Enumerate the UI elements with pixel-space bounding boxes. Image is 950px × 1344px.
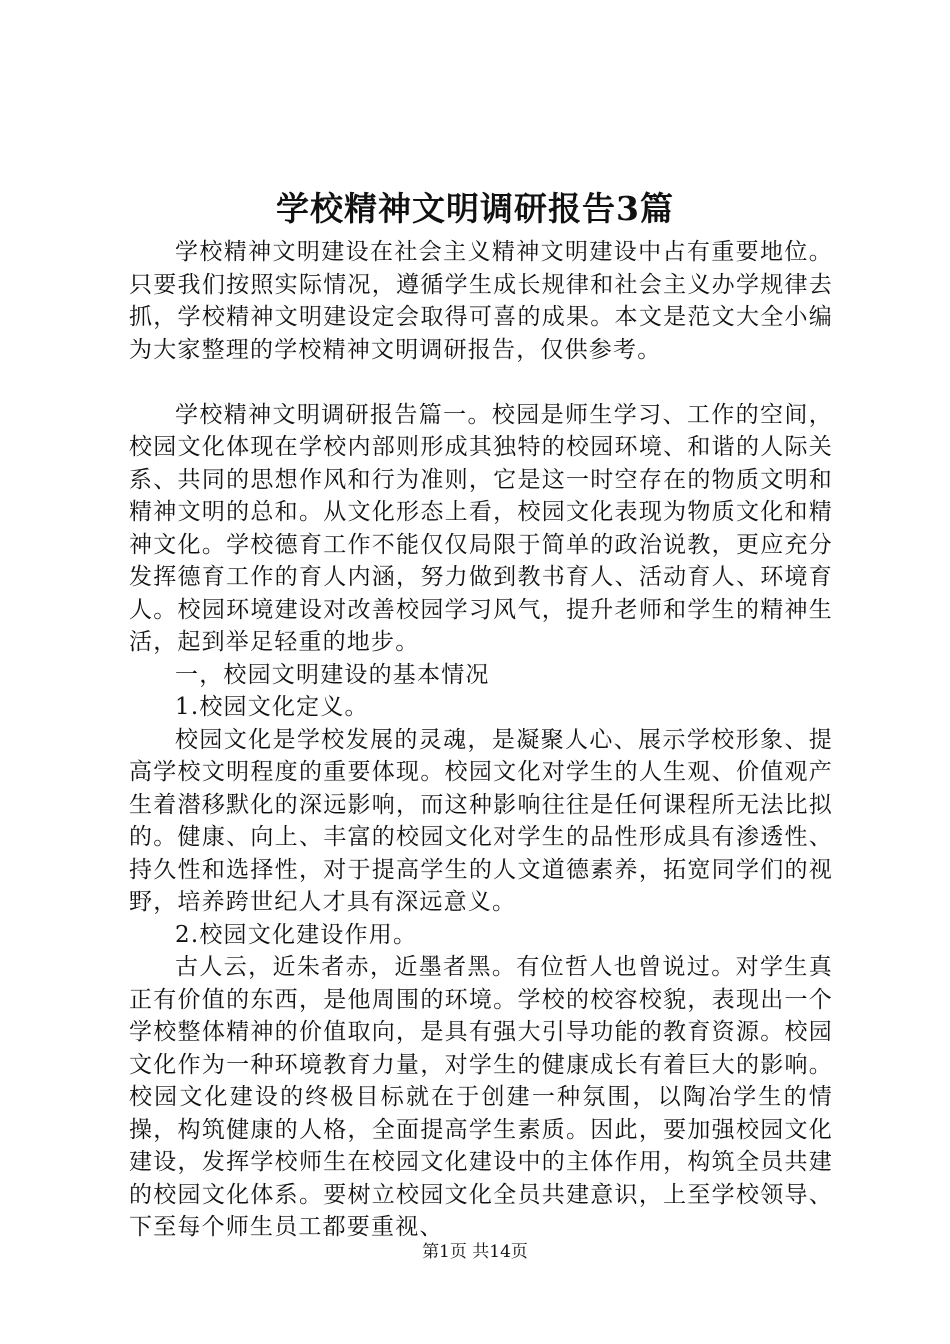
body-paragraph: 校园文化是学校发展的灵魂，是凝聚人心、展示学校形象、提高学校文明程度的重要体现。校园文化对学生的人生观、价值观产生着潜移默化的深远影响，而这种影响往往是任何课程所无法比拟的。健康、向上、丰富的校园文化对学生的品性形成具有渗透性、持久性和选择性，对于提高学生的人文道德素养，拓宽同学们的视野，培养跨世纪人才具有深远意义。 (129, 726, 833, 915)
subsection-heading: 1.校园文化定义。 (175, 694, 369, 720)
body-paragraph: 学校精神文明调研报告篇一。校园是师生学习、工作的空间，校园文化体现在学校内部则形成其独特的校园环境、和谐的人际关系、共同的思想作风和行为准则，它是这一时空存在的物质文明和精神文明的总和。从文化形态上看，校园文化表现为物质文化和精神文化。学校德育工作不能仅仅局限于简单的政治说教，更应充分发挥德育工作的育人内涵，努力做到教书育人、活动育人、环境育人。校园环境建设对改善校园学习风气，提升老师和学生的精神生活，起到举足轻重的地步。 (129, 401, 833, 655)
section-heading: 一，校园文明建设的基本情况 (175, 661, 490, 688)
document-body (129, 236, 833, 1244)
body-paragraph: 古人云，近朱者赤，近墨者黑。有位哲人也曾说过。对学生真正有价值的东西，是他周围的环境。学校的校容校貌，表现出一个学校整体精神的价值取向，是具有强大引导功能的教育资源。校园文化作为一种环境教育力量，对学生的健康成长有着巨大的影响。校园文化建设的终极目标就在于创建一种氛围，以陶冶学生的情操，构筑健康的人格，全面提高学生素质。因此，要加强校园文化建设，发挥学校师生在校园文化建设中的主体作用，构筑全员共建的校园文化体系。要树立校园文化全员共建意识，上至学校领导、下至每个师生员工都要重视、 (129, 954, 833, 1240)
intro-paragraph: 学校精神文明建设在社会主义精神文明建设中占有重要地位。只要我们按照实际情况，遵循学生成长规律和社会主义办学规律去抓，学校精神文明建设定会取得可喜的成果。本文是范文大全小编为大家整理的学校精神文明调研报告，仅供参考。 (129, 239, 833, 363)
paragraph-spacer (129, 366, 833, 399)
document-title: 学校精神文明调研报告3篇 (276, 189, 674, 228)
subsection-heading: 2.校园文化建设作用。 (175, 921, 418, 948)
page-footer: 第1页 共14页 (422, 1242, 528, 1262)
